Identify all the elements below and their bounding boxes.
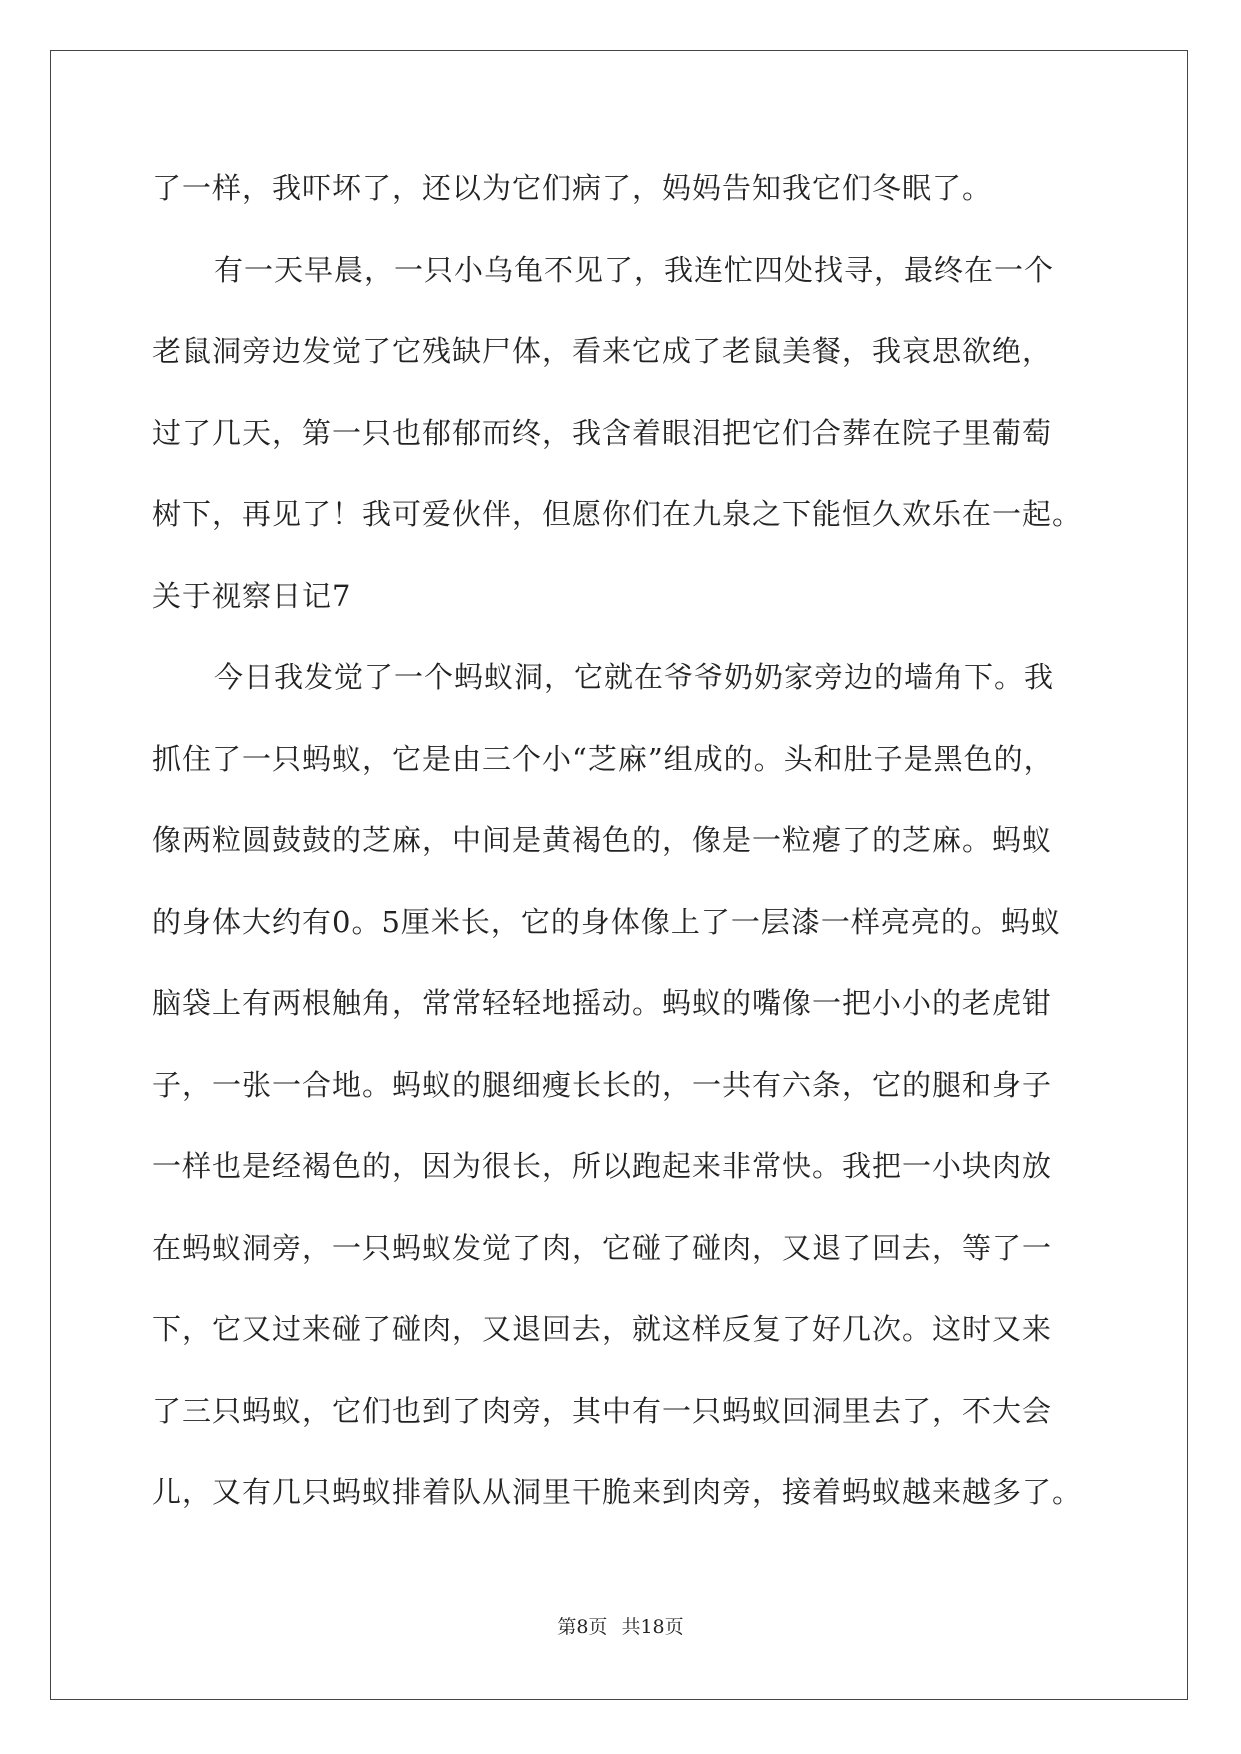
- text-line: 树下，再见了！我可爱伙伴，但愿你们在九泉之下能恒久欢乐在一起。: [152, 497, 1083, 531]
- page-footer: [0, 1612, 1241, 1639]
- text-line: 老鼠洞旁边发觉了它残缺尸体，看来它成了老鼠美餐，我哀思欲绝，: [152, 334, 1053, 368]
- text-line: 了三只蚂蚁，它们也到了肉旁，其中有一只蚂蚁回洞里去了，不大会: [152, 1393, 1053, 1428]
- text-line: 了一样，我吓坏了，还以为它们病了，妈妈告知我它们冬眠了。: [152, 171, 993, 205]
- text-line: 子，一张一合地。蚂蚁的腿细瘦长长的，一共有六条，它的腿和身子: [152, 1067, 1053, 1102]
- paragraph-start-line: 今日我发觉了一个蚂蚁洞，它就在爷爷奶奶家旁边的墙角下。我: [214, 660, 1055, 694]
- text-line: 在蚂蚁洞旁，一只蚂蚁发觉了肉，它碰了碰肉，又退了回去，等了一: [152, 1230, 1053, 1265]
- text-line: 下，它又过来碰了碰肉，又退回去，就这样反复了好几次。这时又来: [152, 1312, 1053, 1346]
- section-heading: 关于视察日记7: [152, 578, 352, 613]
- text-line: 过了几天，第一只也郁郁而终，我含着眼泪把它们合葬在院子里葡萄: [152, 415, 1053, 450]
- text-line: 脑袋上有两根触角，常常轻轻地摇动。蚂蚁的嘴像一把小小的老虎钳: [152, 986, 1053, 1020]
- document-body: [152, 148, 1092, 1534]
- paragraph-start-line: 有一天早晨，一只小乌龟不见了，我连忙四处找寻，最终在一个: [214, 252, 1055, 287]
- page-number: 第8页: [557, 1616, 608, 1638]
- text-line: 的身体大约有0。5厘米长，它的身体像上了一层漆一样亮亮的。蚂蚁: [152, 904, 1061, 939]
- text-line: 抓住了一只蚂蚁，它是由三个小“芝麻”组成的。头和肚子是黑色的，: [152, 741, 1054, 776]
- page-total: 共18页: [621, 1616, 684, 1638]
- text-line: 一样也是经褐色的，因为很长，所以跑起来非常快。我把一小块肉放: [152, 1149, 1053, 1183]
- text-line: 像两粒圆鼓鼓的芝麻，中间是黄褐色的，像是一粒瘪了的芝麻。蚂蚁: [152, 823, 1053, 857]
- text-line: 儿，又有几只蚂蚁排着队从洞里干脆来到肉旁，接着蚂蚁越来越多了。: [152, 1475, 1083, 1509]
